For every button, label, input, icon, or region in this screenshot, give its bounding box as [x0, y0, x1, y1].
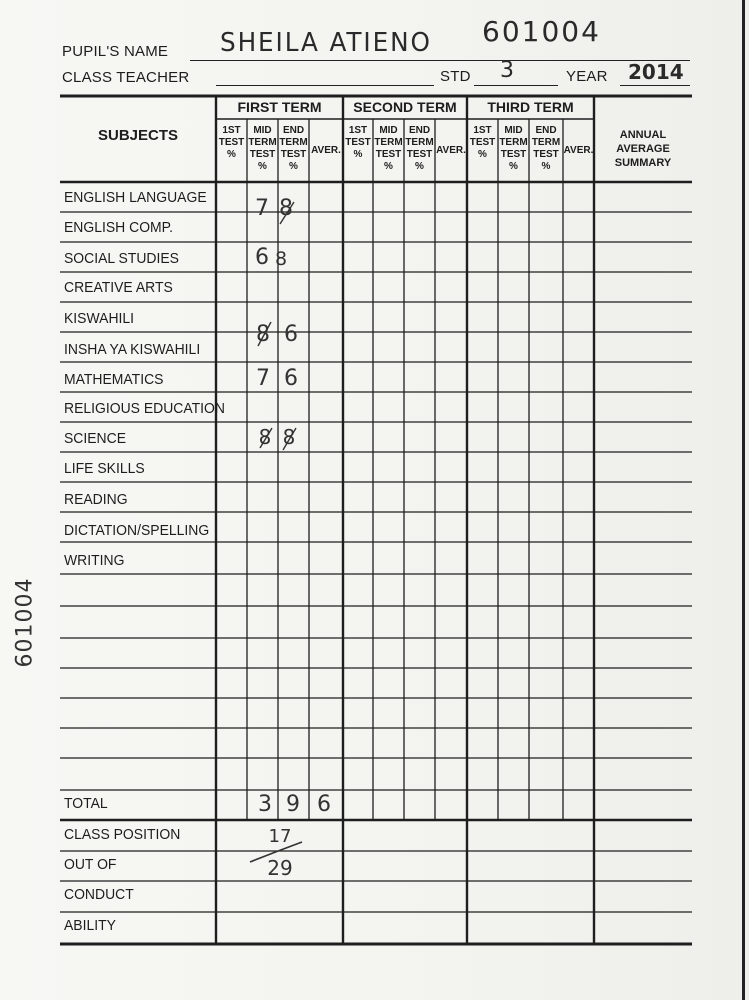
mark-science-1: 8 [258, 425, 272, 449]
margin-note: 601004 [12, 577, 38, 668]
subject-writing: WRITING [64, 552, 125, 569]
subject-social-studies: SOCIAL STUDIES [64, 250, 179, 267]
term1-mid-term-header: MID TERM TEST % [248, 125, 277, 172]
total-label: TOTAL [64, 795, 108, 812]
mark-science-2: 8 [282, 425, 296, 449]
out-of-label: OUT OF [64, 856, 117, 873]
term2-mid-term-header: MID TERM TEST % [374, 125, 403, 172]
mark-kiswahili-2: 6 [284, 322, 298, 347]
subject-mathematics: MATHEMATICS [64, 371, 164, 388]
subject-english-comp: ENGLISH COMP. [64, 219, 174, 236]
subject-religious-education: RELIGIOUS EDUCATION [64, 400, 225, 417]
term1-end-term-header: END TERM TEST % [279, 125, 308, 172]
subject-english-language: ENGLISH LANGUAGE [64, 189, 207, 206]
pupil-name-label: PUPIL'S NAME [62, 43, 169, 60]
class-teacher-label: CLASS TEACHER [62, 69, 190, 86]
subject-dictation-spelling: DICTATION/SPELLING [64, 522, 210, 539]
term1-1st-test-header: 1ST TEST % [218, 125, 245, 160]
year-value: 2014 [628, 60, 684, 84]
total-mark-1: 3 [258, 792, 272, 817]
mark-social-1: 6 [255, 245, 269, 270]
subjects-header: SUBJECTS [97, 127, 179, 144]
mark-mathematics-2: 6 [284, 366, 298, 391]
out-of-value: 29 [267, 856, 293, 880]
term3-mid-term-header: MID TERM TEST % [499, 125, 528, 172]
std-value: 3 [500, 58, 514, 83]
year-label: YEAR [566, 68, 608, 85]
term2-1st-test-header: 1ST TEST % [345, 125, 371, 160]
pupil-name-value: SHEILA ATIENO [220, 28, 432, 58]
term2-end-term-header: END TERM TEST % [405, 125, 434, 172]
first-term-header: FIRST TERM [237, 99, 322, 115]
mark-social-2: 8 [274, 248, 288, 270]
subject-reading: READING [64, 491, 128, 508]
mark-kiswahili-1: 8 [256, 322, 270, 347]
term3-aver-header: AVER. [563, 145, 594, 156]
conduct-label: CONDUCT [64, 886, 134, 903]
term2-aver-header: AVER. [436, 145, 466, 156]
class-position-label: CLASS POSITION [64, 826, 181, 843]
second-term-header: SECOND TERM [353, 99, 457, 115]
class-position-value: 17 [268, 826, 292, 847]
subject-insha-ya-kiswahili: INSHA YA KISWAHILI [64, 341, 201, 358]
total-mark-3: 6 [317, 792, 331, 817]
mark-mathematics-1: 7 [256, 366, 270, 391]
term3-end-term-header: END TERM TEST % [531, 125, 561, 172]
subject-creative-arts: CREATIVE ARTS [64, 279, 173, 296]
subject-life-skills: LIFE SKILLS [64, 460, 145, 477]
pupil-number: 601004 [482, 15, 601, 48]
annual-summary-header: ANNUAL AVERAGE SUMMARY [614, 129, 672, 169]
term3-1st-test-header: 1ST TEST % [469, 125, 496, 160]
std-label: STD [440, 68, 471, 85]
total-mark-2: 9 [286, 792, 300, 817]
subject-kiswahili: KISWAHILI [64, 310, 135, 327]
third-term-header: THIRD TERM [487, 99, 574, 115]
term1-aver-header: AVER. [311, 145, 341, 156]
ability-label: ABILITY [64, 917, 116, 934]
subject-science: SCIENCE [64, 430, 127, 447]
mark-english-2: 8 [279, 196, 293, 221]
mark-english-1: 7 [255, 196, 269, 221]
